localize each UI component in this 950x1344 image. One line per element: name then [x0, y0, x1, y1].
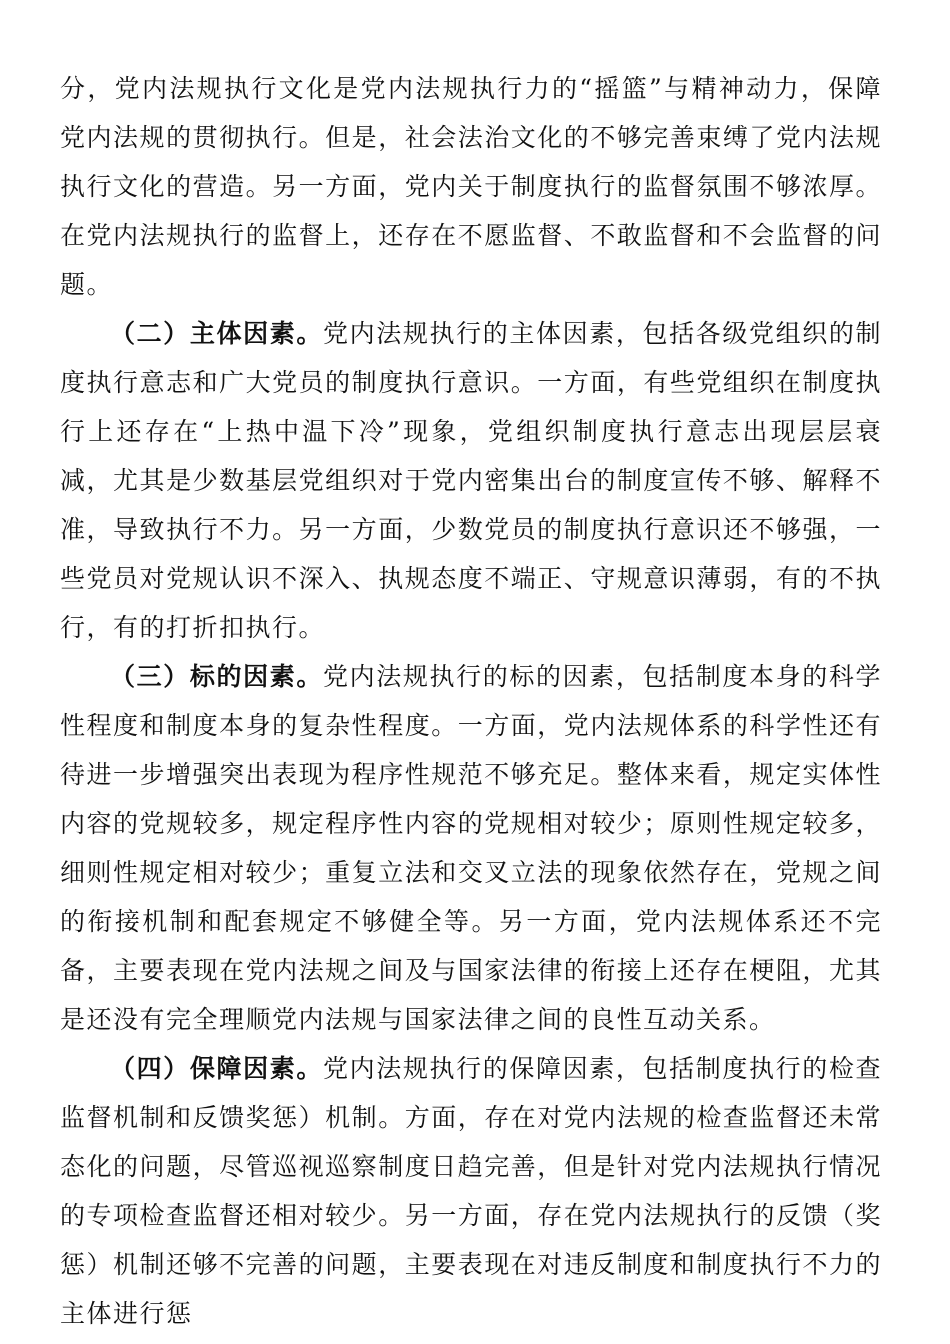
paragraph-subject-factors	[60, 309, 882, 652]
paragraph-object-factors	[60, 652, 882, 1044]
paragraph-text: 党内法规执行的主体因素，包括各级党组织的制度执行意志和广大党员的制度执行意识。一方面，有些党组织在制度执行上还存在“上热中温下冷”现象，党组织制度执行意志出现层层衰减，尤其是少数基层党组织对于党内密集出台的制度宣传不够、解释不准，导致执行不力。另一方面，少数党员的制度执行意识还不够强，一些党员对党规认识不深入、执规态度不端正、守规意识薄弱，有的不执行，有的打折扣执行。	[60, 319, 882, 642]
paragraph-continuation	[60, 64, 882, 309]
section-heading: （四）保障因素。	[110, 1054, 323, 1083]
section-heading: （三）标的因素。	[110, 662, 323, 691]
paragraph-text: 党内法规执行的保障因素，包括制度执行的检查监督机制和反馈奖惩）机制。方面，存在对党内法规的检查监督还未常态化的问题，尽管巡视巡察制度日趋完善，但是针对党内法规执行情况的专项检查监督还相对较少。另一方面，存在党内法规执行的反馈（奖惩）机制还够不完善的问题，主要表现在对违反制度和制度执行不力的主体进行惩	[60, 1054, 882, 1328]
section-heading: （二）主体因素。	[110, 319, 323, 348]
document-page	[60, 64, 882, 1338]
paragraph-text: 分，党内法规执行文化是党内法规执行力的“摇篮”与精神动力，保障党内法规的贯彻执行。但是，社会法治文化的不够完善束缚了党内法规执行文化的营造。另一方面，党内关于制度执行的监督氛围不够浓厚。在党内法规执行的监督上，还存在不愿监督、不敢监督和不会监督的问题。	[60, 74, 882, 299]
paragraph-guarantee-factors	[60, 1044, 882, 1338]
paragraph-text: 党内法规执行的标的因素，包括制度本身的科学性程度和制度本身的复杂性程度。一方面，党内法规体系的科学性还有待进一步增强突出表现为程序性规范不够充足。整体来看，规定实体性内容的党规较多，规定程序性内容的党规相对较少；原则性规定较多，细则性规定相对较少；重复立法和交叉立法的现象依然存在，党规之间的衔接机制和配套规定不够健全等。另一方面，党内法规体系还不完备，主要表现在党内法规之间及与国家法律的衔接上还存在梗阻，尤其是还没有完全理顺党内法规与国家法律之间的良性互动关系。	[60, 662, 882, 1034]
